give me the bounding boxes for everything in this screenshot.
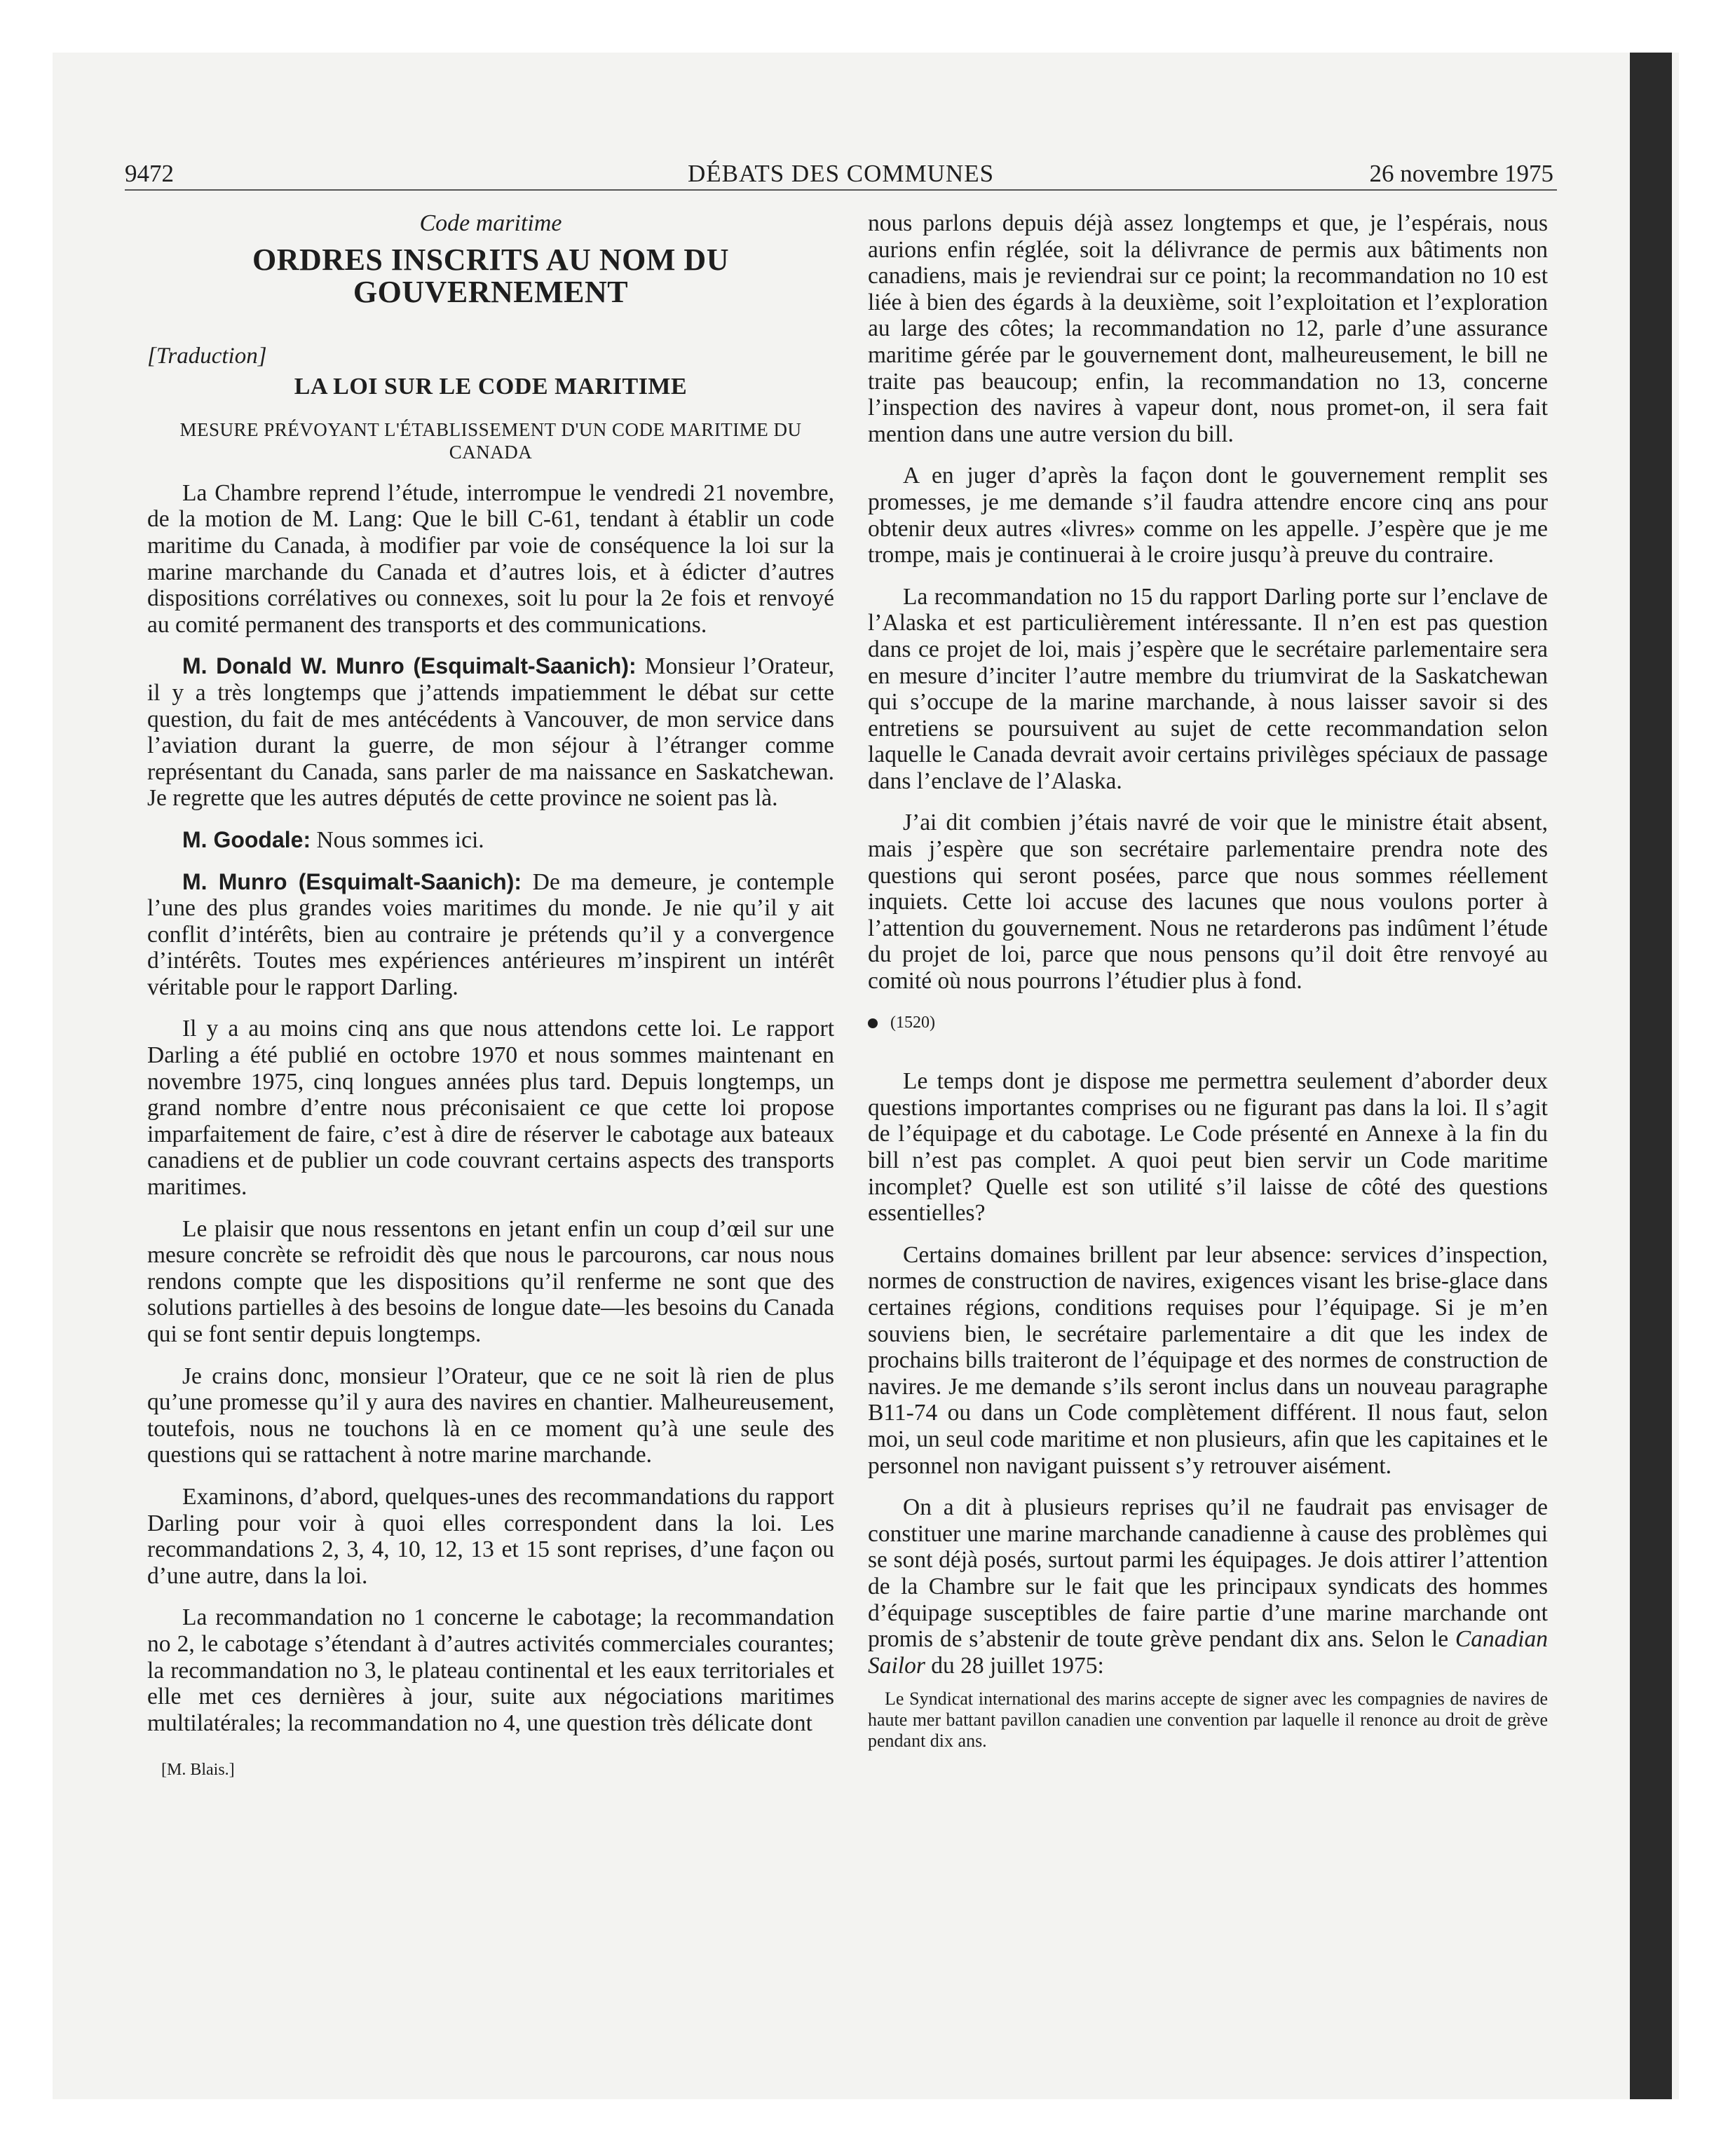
time-marker-text: (1520) <box>890 1013 935 1032</box>
speaker-name: M. Donald W. Munro (Esquimalt-Saanich): <box>182 653 637 679</box>
paragraph: La recommandation no 1 concerne le cabotage; la recommandation no 2, le cabotage s’étendant à d’autres activités commerciales courantes; la recommandation no 3, le plateau continental et les eaux territoriales et elle met ces dernières à jour, suite aux négociations maritimes multilatérales; la recommandation no 4, une question très délicate dont <box>147 1604 834 1736</box>
time-marker <box>868 1010 1548 1037</box>
measure-title: MESURE PRÉVOYANT L'ÉTABLISSEMENT D'UN CODE MARITIME DU CANADA <box>179 418 802 463</box>
speaker-name: M. Munro (Esquimalt-Saanich): <box>182 868 522 894</box>
law-title: LA LOI SUR LE CODE MARITIME <box>294 374 688 400</box>
paragraph: Examinons, d’abord, quelques-unes des recommandations du rapport Darling pour voir à quoi elles correspondent dans la loi. Les recommandations 2, 3, 4, 10, 12, 13 et 15 sont reprises, d’une façon ou d’une autre, dans la loi. <box>147 1483 834 1589</box>
paragraph: Certains domaines brillent par leur absence: services d’inspection, normes de construction de navires, exigences visant les brise-glace dans certaines régions, conditions requises pour l’équipage. Si je m’en souviens bien, le secrétaire parlementaire a dit que les index de prochains bills traiteront de l’équipage et des normes de construction de navires. Je me demande s’ils seront inclus dans un nouveau paragraphe B11-74 ou dans un Code complètement différent. Il nous faut, selon moi, un seul code maritime et non plusieurs, afin que les capitaines et le personnel non navigant puissent s’y retrouver aisément. <box>868 1241 1548 1479</box>
paragraph: La recommandation no 15 du rapport Darling porte sur l’enclave de l’Alaska et est particulièrement intéressante. Il n’en est pas question dans ce projet de loi, mais j’espère que le secrétaire parlementaire sera en mesure d’inciter l’autre membre du triumvirat de la Saskatchewan qui s’occupe de la marine marchande, à nous laisser savoir si des entretiens se poursuivent au sujet de cette recommandation selon laquelle le Canada devrait avoir certains privilèges spéciaux de passage dans l’enclave de l’Alaska. <box>868 583 1548 794</box>
paragraph <box>868 1494 1548 1679</box>
paragraph-text-end: du 28 juillet 1975: <box>931 1652 1104 1679</box>
left-column <box>147 210 834 1784</box>
right-column <box>868 210 1548 1752</box>
speech-paragraph <box>147 827 834 854</box>
paragraph: La Chambre reprend l’étude, interrompue le vendredi 21 novembre, de la motion de M. Lang: Que le bill C-61, tendant à établir un code maritime du Canada, à modifier par voie de conséquence la loi sur la marine marchande du Canada et d’autres lois, et à édicter d’autres dispositions corrélatives ou connexes, soit lu pour la 2e fois et renvoyé au comité permanent des transports et des communications. <box>147 479 834 638</box>
paragraph: Je crains donc, monsieur l’Orateur, que ce ne soit là rien de plus qu’une promesse qu’il y aura des navires en chantier. Malheureusement, toutefois, nous ne touchons là en ce moment qu’à une seule des questions qui se rattachent à notre marine marchande. <box>147 1363 834 1468</box>
paragraph-text: On a dit à plusieurs reprises qu’il ne faudrait pas envisager de constituer une marine marchande canadienne à cause des problèmes qui se sont déjà posés, surtout parmi les équipages. Je dois attirer l’attention de la Chambre sur le fait que les principaux syndicats des hommes d’équipage susceptibles de faire partie d’une marine marchande ont promis de s’abstenir de toute grève pendant dix ans. Selon le <box>868 1494 1548 1653</box>
paragraph: A en juger d’après la façon dont le gouvernement remplit ses promesses, je me demande s’il faudra attendre encore cinq ans pour obtenir deux autres «livres» comme on les appelle. J’espère que je me trompe, mais je continuerai à le croire jusqu’à preuve du contraire. <box>868 463 1548 568</box>
section-heading: ORDRES INSCRITS AU NOM DU GOUVERNEMENT <box>252 242 729 309</box>
paragraph: J’ai dit combien j’étais navré de voir que le ministre était absent, mais j’espère que son secrétaire parlementaire prendra note des questions qui seront posées, parce que nous sommes réellement inquiets. Cette loi accuse des lacunes que nous voulons porter à l’attention du gouvernement. Nous ne retarderons pas indûment l’étude du projet de loi, parce que nous pensons qu’il doit être renvoyé au comité où nous pourrons l’étudier plus à fond. <box>868 810 1548 995</box>
publication-title: DÉBATS DES COMMUNES <box>687 160 995 187</box>
scan-edge-shadow <box>1630 53 1672 2099</box>
paragraph: Il y a au moins cinq ans que nous attendons cette loi. Le rapport Darling a été publié en octobre 1970 et nous sommes maintenant en novembre 1975, cinq longues années plus tard. Depuis longtemps, un grand nombre d’entre nous préconisaient ce que cette loi propose imparfaitement de faire, c’est à dire de réserver le cabotage aux bateaux canadiens et de publier un code couvrant certains aspects des transports maritimes. <box>147 1016 834 1201</box>
speech-paragraph <box>147 869 834 1001</box>
subject-label: Code maritime <box>419 210 562 236</box>
speaker-footer: [M. Blais.] <box>161 1761 235 1780</box>
speaker-name: M. Goodale: <box>182 826 311 852</box>
bullet-dot-icon <box>868 1018 878 1028</box>
speech-paragraph <box>147 653 834 812</box>
header-date: 26 novembre 1975 <box>1369 160 1553 187</box>
speech-text: Monsieur l’Orateur, il y a très longtemps que j’attends impatiemment le débat sur cette question, du fait de mes antécédents à Vancouver, de mon service dans l’aviation durant la guerre, de mon séjour à l’étranger comme représentant du Canada, sans parler de ma naissance en Saskatchewan. Je regrette que les autres députés de cette province ne soient pas là. <box>147 653 835 812</box>
speech-text: Nous sommes ici. <box>316 826 484 853</box>
publication-name: Canadian Sailor <box>868 1626 1548 1679</box>
paragraph: nous parlons depuis déjà assez longtemps et que, je l’espérais, nous aurions enfin réglée, soit la délivrance de permis aux bâtiments non canadiens, mais je reviendrai sur ce point; la recommandation no 10 est liée à bien des égards à la deuxième, soit l’exploitation et l’exploration au large des côtes; la recommandation no 12, parle d’une assurance maritime gérée par le gouvernement dont, malheureusement, le bill ne traite pas beaucoup; enfin, la recommandation no 13, concerne l’inspection des navires à vapeur dont, nous promet-on, il sera fait mention dans une autre version du bill. <box>868 210 1548 447</box>
paragraph: Le plaisir que nous ressentons en jetant enfin un coup d’œil sur une mesure concrète se refroidit dès que nous le parcourons, car nous nous rendons compte que les dispositions qu’il renferme ne sont que des solutions partielles à des besoins de longue date—les besoins du Canada qui se font sentir depuis longtemps. <box>147 1215 834 1347</box>
paragraph: Le temps dont je dispose me permettra seulement d’aborder deux questions importantes comprises ou ne figurant pas dans la loi. Il s’agit de l’équipage et du cabotage. Le Code présenté en Annexe à la fin du bill n’est pas complet. A quoi peut bien servir un Code maritime incomplet? Quelle est son utilité s’il laisse de côté des questions essentielles? <box>868 1068 1548 1227</box>
translation-note: [Traduction] <box>147 343 267 369</box>
page-number: 9472 <box>125 160 174 187</box>
speech-text: De ma demeure, je contemple l’une des plus grandes voies maritimes du monde. Je nie qu’il y ait conflit d’intérêts, bien au contraire je prétends qu’il y a convergence d’intérêts. Toutes mes expériences antérieures m’inspirent un intérêt véritable pour le rapport Darling. <box>147 868 835 1000</box>
block-quote: Le Syndicat international des marins accepte de signer avec les compagnies de navires de haute mer battant pavillon canadien une convention par laquelle il renonce au droit de grève pendant dix ans. <box>868 1688 1548 1752</box>
running-header <box>125 154 1557 191</box>
